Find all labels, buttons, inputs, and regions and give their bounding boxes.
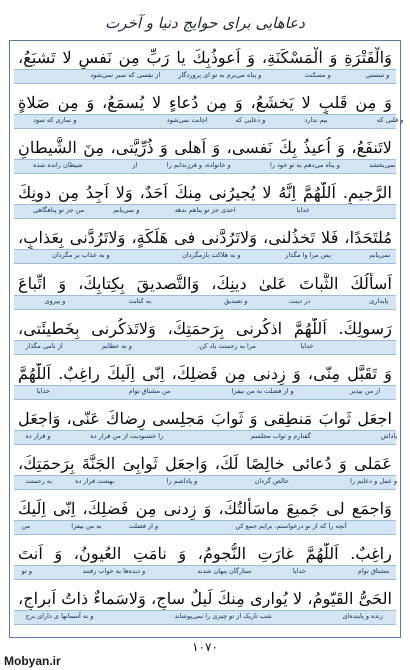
persian-translation: گفتارم و ثواب مجلسم <box>250 431 311 440</box>
persian-translation: در دینت <box>289 296 311 305</box>
text-line <box>14 90 404 130</box>
persian-translation: از نامی مگذار <box>25 341 63 350</box>
page-number: ۱۰۷۰ <box>192 640 218 654</box>
persian-translation: و نه آسمانها ی دارای برج <box>25 612 94 621</box>
arabic-line: وَالْفَتْرَةِ وَ الْمَسْكَنَةِ، وَ اَعوذُبِكَ يا رَبِّ مِن نَفسٍ لا تَشبَعُ، <box>18 48 392 67</box>
page-title: دعاهایی برای حوایج دنیا و آخرت <box>105 14 305 32</box>
persian-translation: از من بپذیر <box>350 386 381 395</box>
persian-translation: آنچه را که از تو درخواستم، برایم جمع کن <box>235 522 347 530</box>
persian-translation: خدایا <box>36 386 50 395</box>
arabic-line: لاتَنفَعُ، وَ اُعيذُ بِكَ نَفسى، وَ اَهلى وَ ذُرِّيَّتى، مِنَ الشَّيطانِ <box>18 138 392 158</box>
page-frame <box>9 6 404 656</box>
arabic-line: وَاجمَع لى جَميعَ ماسَأَلتُكَ، وَ زِدنى مِن فَضلِكَ، اِنّى اِلَيكَ <box>18 499 392 518</box>
persian-translation: و تصدیق <box>224 296 248 305</box>
arabic-line: الحَىُّ القَيّومُ، لا يُوارى مِنكَ لَيلٌ ساجٍ، وَلاسَماءٌ ذاتُ اَبراجٍ، <box>18 589 392 609</box>
text-line <box>14 451 396 491</box>
persian-translation: و پاداشم را <box>166 476 198 485</box>
translation-band <box>14 295 396 310</box>
arabic-line: رَسولِكَ. اَللّٰهُمَّ اذكُرنى بِرَحمَتِكَ، وَلاتَذكُرنى بِخَطيئَتى، <box>18 318 392 338</box>
persian-translation: شیطان رانده شده <box>33 161 83 170</box>
persian-translation: و به عذاب بر مگردان <box>52 251 110 260</box>
text-line <box>14 225 396 265</box>
site-watermark: Mobyan.ir <box>4 654 61 668</box>
text-line <box>14 45 396 85</box>
persian-translation: و پیروی <box>44 296 66 305</box>
arabic-line: اجعَل ثَوابَ مَنطِقى وَ ثَوابَ مَجلِسى رِضاكَ عَنّى، وَاجعَل <box>18 408 392 428</box>
persian-translation: خدایا <box>292 567 306 576</box>
translation-band <box>14 430 396 445</box>
translation-band <box>14 475 396 490</box>
arabic-line: وَ مِن قَلبٍ لا يَخشَعُ، وَ مِن دُعاءٍ لا يُسمَعُ، وَ مِن صَلاةٍ <box>18 93 392 113</box>
persian-translation: از نفسی که سیر نمی‌شود <box>90 71 161 79</box>
persian-translation: و مسکنت <box>304 71 331 79</box>
persian-translation: و سستی <box>365 71 390 79</box>
page-header <box>9 6 401 40</box>
persian-translation: و قلبی که <box>376 116 404 125</box>
text-line <box>14 316 396 356</box>
persian-translation: پاداش <box>380 431 398 440</box>
persian-translation: و پناه می‌دهم به تو خود را <box>269 161 340 170</box>
persian-translation: و تو <box>21 567 32 576</box>
persian-translation: من جز تو پناهگاهی <box>33 206 85 215</box>
text-line <box>14 361 396 401</box>
arabic-line: وَ تَقَبَّل مِنّى، وَ زِدنى مِن فَضلِكَ، اِنّى اِلَيكَ راغِبٌ. اَللّٰهُمَّ <box>18 363 392 383</box>
persian-translation: زنده و پاینده‌ای <box>342 612 383 621</box>
persian-translation: و نمازی که سود <box>33 116 77 125</box>
text-line <box>14 271 396 311</box>
arabic-line: مُلتَحَدًا، فَلا تَخذُلنى، وَلاتَرُدَّنى فى هَلَكَةٍ، وَلاتَرُدَّنى بِعَذابٍ، <box>18 228 392 248</box>
persian-translation: پس مرا وا مگذار <box>285 251 331 260</box>
persian-translation: اجابت نمی‌شود <box>166 116 208 125</box>
persian-translation: بهشت قرار ده <box>75 476 115 485</box>
arabic-line: راغِبٌ. اَللّٰهُمَّ غارَتِ النُّجومُ، وَ نامَتِ العُيونُ، وَ اَنتَ <box>18 544 392 564</box>
text-line <box>14 541 396 581</box>
persian-translation: و به خطایم <box>101 341 132 350</box>
persian-translation: پایداری <box>369 296 389 305</box>
persian-translation: نمی‌یابم <box>369 251 391 260</box>
persian-translation: شب تاریک از تو چیزی را نمی‌پوشاند <box>174 612 272 621</box>
persian-translation: و عمل و دعایم را <box>350 476 398 485</box>
persian-translation: و نمی‌یابم <box>113 206 140 215</box>
persian-translation: من مشتاق توام <box>128 386 171 395</box>
arabic-line: الرَّجيمِ. اَللّٰهُمَّ اِنَّهُ لا يُجيرُنى مِنكَ اَحَدٌ، وَلا اَجِدُ مِن دونِكَ <box>18 183 392 203</box>
persian-translation: مشتاق توام <box>357 567 390 576</box>
persian-translation: و دعایی که <box>235 116 266 125</box>
text-line <box>14 180 396 220</box>
arabic-line: اَسأَلُكَ الثَّباتَ عَلىٰ دينِكَ، وَالتَّصديقَ بِكِتابِكَ، وَ اتِّباعَ <box>18 273 392 293</box>
persian-translation: و دیده‌ها به خواب رفتند <box>82 567 146 576</box>
persian-translation: و خانواده، و فرزندانم را <box>166 161 231 170</box>
persian-translation: و از فضلت به من بیفزا <box>231 386 294 395</box>
persian-translation: به رحمتت <box>25 476 53 485</box>
persian-translation: خدایا <box>300 341 314 350</box>
persian-translation: به من بیفزا <box>71 522 102 530</box>
persian-translation: نمی‌بخشد <box>369 161 396 170</box>
persian-translation: و قرار ده <box>25 431 51 440</box>
persian-translation: بیم ندارد <box>304 116 328 125</box>
persian-translation: خدایا <box>296 206 310 215</box>
text-box <box>9 40 404 638</box>
persian-translation: و پناه می‌برم به تو ای پروردگار <box>178 71 262 79</box>
persian-translation: احدی جز تو پناهم ندهد <box>174 206 236 215</box>
arabic-line: عَمَلى وَ دُعائى خالِصًا لَكَ، وَاجعَل ثَوابِىَ الجَنَّةَ بِرَحمَتِكَ، <box>18 453 392 473</box>
persian-translation: و به هلاکت بازمگردان <box>182 251 241 260</box>
text-line <box>14 496 396 536</box>
text-line <box>14 135 396 175</box>
persian-translation: ستارگان پنهان شدند <box>197 567 252 576</box>
persian-translation: به کتابت <box>128 296 152 305</box>
persian-translation: از <box>132 161 138 170</box>
persian-translation: خالص گردان <box>254 476 289 485</box>
persian-translation: من <box>21 522 31 530</box>
persian-translation: و از فضلت <box>128 522 159 530</box>
persian-translation: مرا به رحمتت یاد کن، <box>197 341 256 350</box>
text-line <box>14 406 396 446</box>
persian-translation: را خشنودیت از من قرار ده <box>90 431 164 440</box>
translation-band <box>14 385 396 400</box>
text-line <box>14 586 396 626</box>
